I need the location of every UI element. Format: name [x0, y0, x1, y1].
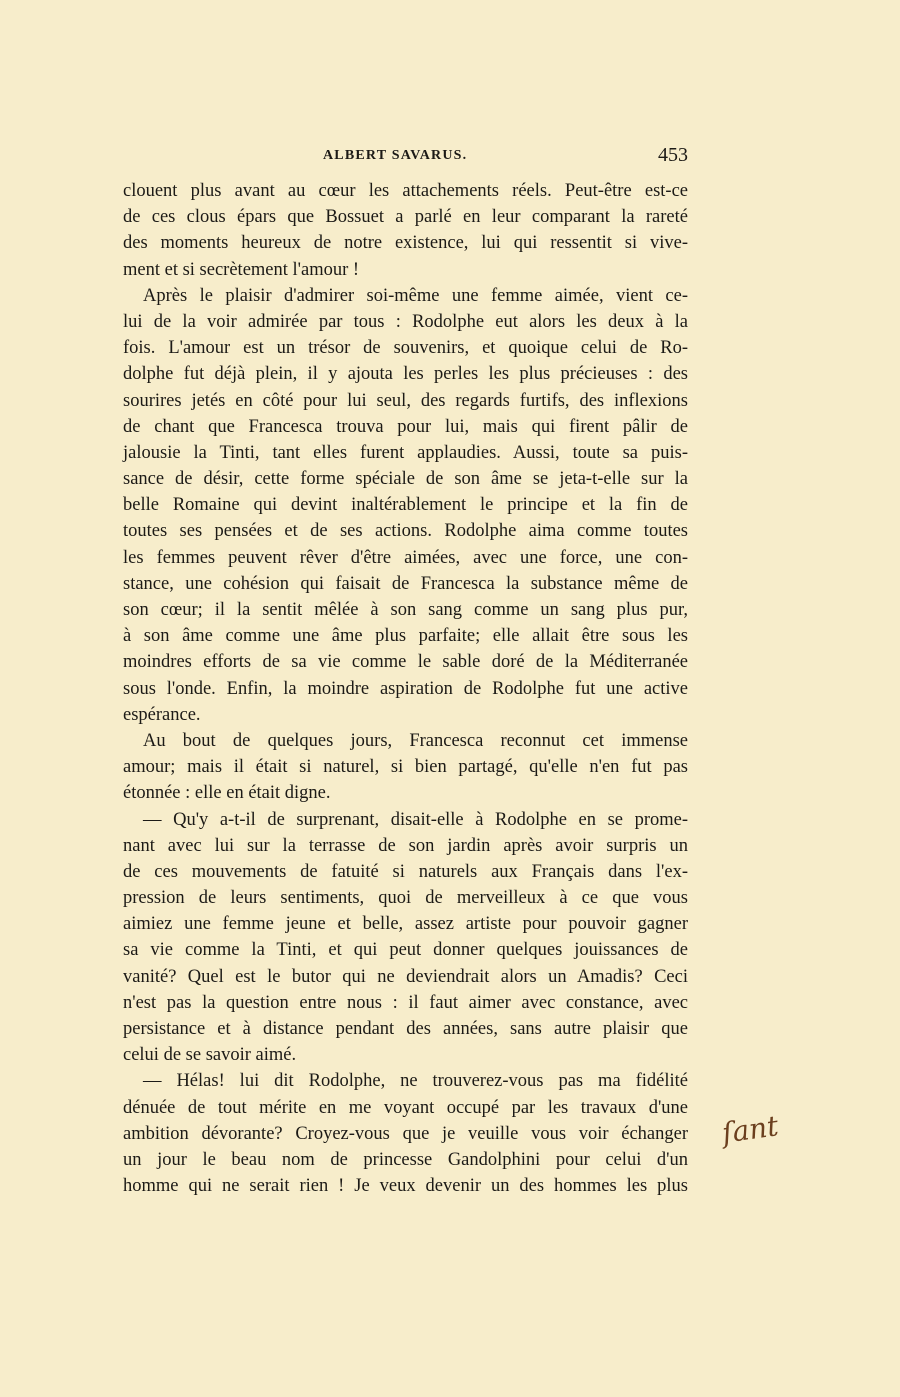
text-line: nant avec lui sur la terrasse de son jardin après avoir surpris un: [123, 835, 688, 856]
text-line: persistance et à distance pendant des années, sans autre plaisir que: [123, 1019, 688, 1039]
text-line: à son âme comme une âme plus parfaite; elle allait être sous les: [123, 626, 688, 647]
body-text: [123, 178, 688, 1199]
text-line: toutes ses pensées et de ses actions. Rodolphe aima comme toutes: [123, 521, 688, 542]
text-line: des moments heureux de notre existence, lui qui ressentit si vive-: [123, 233, 688, 254]
text-line: de ces mouvements de fatuité si naturels aux Français dans l'ex-: [123, 861, 688, 882]
text-line: celui de se savoir aimé.: [123, 1045, 297, 1066]
text-line: — Qu'y a-t-il de surprenant, disait-elle à Rodolphe en se prome-: [143, 809, 688, 830]
text-line: lui de la voir admirée par tous : Rodolphe eut alors les deux à la: [123, 311, 688, 332]
text-line: les femmes peuvent rêver d'être aimées, avec une force, une con-: [123, 547, 688, 568]
text-line: vanité? Quel est le butor qui ne deviendrait alors un Amadis? Ceci: [123, 966, 688, 987]
text-line: n'est pas la question entre nous : il faut aimer avec constance, avec: [123, 992, 688, 1013]
text-line: sa vie comme la Tinti, et qui peut donner quelques jouissances de: [123, 940, 688, 961]
text-line: de chant que Francesca trouva pour lui, mais qui firent pâlir de: [123, 416, 688, 437]
text-line: fois. L'amour est un trésor de souvenirs, et quoique celui de Ro-: [123, 338, 688, 359]
text-line: — Hélas! lui dit Rodolphe, ne trouverez-vous pas ma fidélité: [143, 1071, 688, 1092]
text-line: de ces clous épars que Bossuet a parlé en leur comparant la rareté: [123, 207, 688, 228]
text-line: Après le plaisir d'admirer soi-même une femme aimée, vient ce-: [143, 285, 688, 306]
text-line: sance de désir, cette forme spéciale de son âme se jeta-t-elle sur la: [123, 469, 688, 490]
text-line: son cœur; il la sentit mêlée à son sang comme un sang plus pur,: [123, 600, 688, 620]
text-line: sous l'onde. Enfin, la moindre aspiration de Rodolphe fut une active: [123, 678, 688, 699]
text-line: stance, une cohésion qui faisait de Francesca la substance même de: [123, 573, 688, 594]
text-line: jalousie la Tinti, tant elles furent applaudies. Aussi, toute sa puis-: [123, 442, 688, 463]
text-line: un jour le beau nom de princesse Gandolphini pour celui d'un: [123, 1149, 688, 1170]
text-line: dénuée de tout mérite en me voyant occupé par les travaux d'une: [123, 1097, 688, 1118]
text-line: pression de leurs sentiments, quoi de merveilleux à ce que vous: [123, 888, 688, 909]
text-line: moindres efforts de sa vie comme le sable doré de la Méditerranée: [123, 652, 688, 673]
text-line: homme qui ne serait rien ! Je veux devenir un des hommes les plus: [123, 1176, 688, 1197]
page-number: 453: [658, 144, 688, 166]
text-line: aimiez une femme jeune et belle, assez artiste pour pouvoir gagner: [123, 914, 688, 935]
text-line: espérance.: [123, 704, 201, 725]
text-line: clouent plus avant au cœur les attachements réels. Peut-être est-ce: [123, 181, 688, 201]
text-line: ambition dévorante? Croyez-vous que je veuille vous voir échanger: [123, 1123, 688, 1144]
text-line: Au bout de quelques jours, Francesca reconnut cet immense: [143, 730, 688, 751]
text-line: belle Romaine qui devint inaltérablement le principe et la fin de: [123, 495, 688, 516]
running-header: [123, 146, 688, 172]
handwritten-margin-note: ſant: [719, 1109, 781, 1150]
text-line: sourires jetés en côté pour lui seul, des regards furtifs, des inflexions: [123, 390, 688, 411]
text-line: ment et si secrètement l'amour !: [123, 259, 360, 280]
running-title: ALBERT SAVARUS.: [323, 148, 468, 163]
text-line: dolphe fut déjà plein, il y ajouta les perles les plus précieuses : des: [123, 364, 688, 385]
text-line: amour; mais il était si naturel, si bien partagé, qu'elle n'en fut pas: [123, 757, 688, 778]
text-line: étonnée : elle en était digne.: [123, 783, 331, 804]
